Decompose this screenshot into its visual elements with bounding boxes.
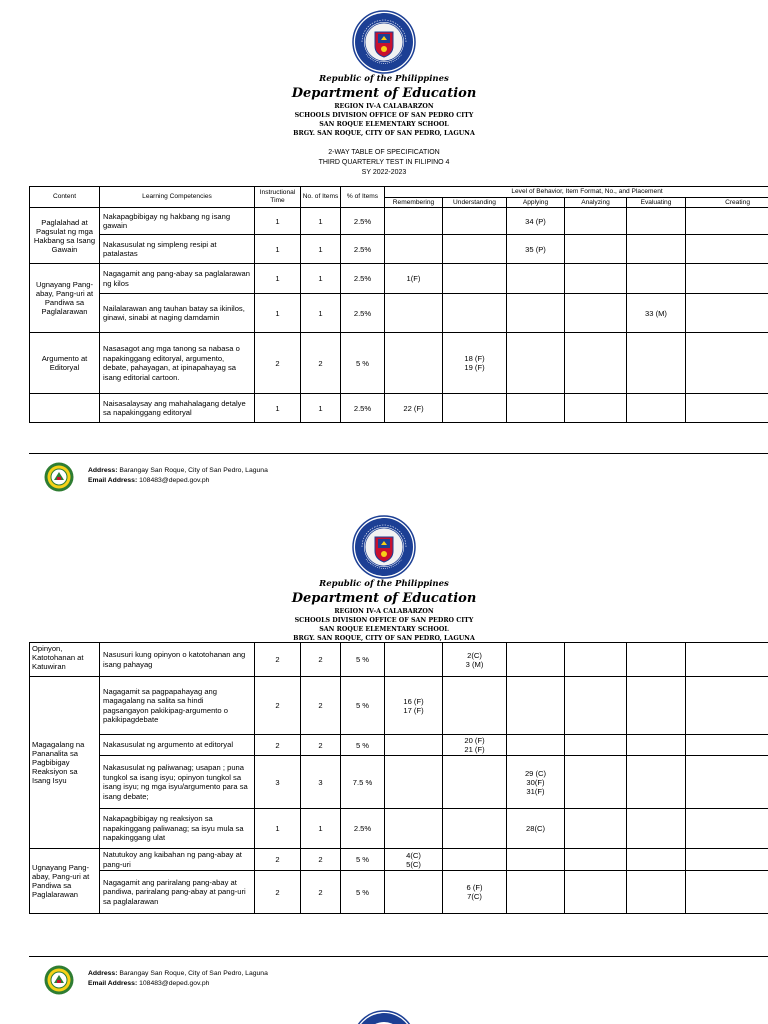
remembering-cell <box>385 735 443 756</box>
creating-cell <box>686 809 768 849</box>
analyzing-cell <box>565 849 627 871</box>
address-label: Address: <box>88 467 118 474</box>
table-row <box>30 294 768 333</box>
competency-cell: Nakasusulat ng paliwanag; usapan ; puna tungkol sa isang isyu; opinyon tungkol sa isang isyu; ng mga isyu/argumento para sa isang debate; <box>100 756 255 809</box>
understanding-cell <box>443 756 507 809</box>
applying-cell: 28(C) <box>507 809 565 849</box>
creating-cell <box>686 643 768 677</box>
competency-cell: Nasusuri kung opinyon o katotohanan ang isang pahayag <box>100 643 255 677</box>
understanding-cell <box>443 677 507 735</box>
deped-seal-icon <box>352 10 416 74</box>
analyzing-cell <box>565 756 627 809</box>
table-row <box>30 677 768 735</box>
remembering-cell: 4(C) 5(C) <box>385 849 443 871</box>
remembering-cell <box>385 809 443 849</box>
deped-seal-icon <box>352 515 416 579</box>
address-value: Barangay San Roque, City of San Pedro, Laguna <box>119 970 268 977</box>
time-cell: 2 <box>255 333 301 394</box>
division-line: SCHOOLS DIVISION OFFICE OF SAN PEDRO CITY <box>294 112 474 119</box>
creating-cell <box>686 208 768 235</box>
understanding-cell <box>443 264 507 294</box>
content-cell: Ugnayang Pang-abay, Pang-uri at Pandiwa sa Paglalarawan <box>30 849 100 914</box>
email-label: Email Address: <box>88 477 138 484</box>
document-page-2 <box>0 505 768 1005</box>
competency-cell: Nakapagbibigay ng reaksiyon sa napakinggang paliwanag; sa isyu mula sa napakinggang ulat <box>100 809 255 849</box>
time-cell: 2 <box>255 735 301 756</box>
analyzing-cell <box>565 394 627 423</box>
items-cell: 2 <box>301 735 341 756</box>
col-header-level: Level of Behavior, Item Format, No., and Placement <box>385 187 768 198</box>
items-cell: 1 <box>301 809 341 849</box>
creating-cell <box>686 735 768 756</box>
competency-cell: Nasasagot ang mga tanong sa nabasa o napakinggang editoryal, argumento, debate, pahayagan, at ipinapahayag sa isang editorial cartoon. <box>100 333 255 394</box>
analyzing-cell <box>565 809 627 849</box>
evaluating-cell <box>627 809 686 849</box>
col-header-content: Content <box>30 187 100 208</box>
document-page-3 <box>0 1010 768 1024</box>
items-cell: 2 <box>301 871 341 914</box>
evaluating-cell <box>627 235 686 264</box>
remembering-cell <box>385 871 443 914</box>
applying-cell <box>507 394 565 423</box>
evaluating-cell <box>627 735 686 756</box>
col-header-evaluating: Evaluating <box>627 198 686 208</box>
analyzing-cell <box>565 333 627 394</box>
percent-cell: 5 % <box>341 677 385 735</box>
deped-seal-icon <box>352 1010 416 1024</box>
items-cell: 1 <box>301 394 341 423</box>
time-cell: 2 <box>255 643 301 677</box>
footer-divider <box>29 956 768 957</box>
remembering-cell <box>385 208 443 235</box>
competency-cell: Nagagamit ang pang-abay sa paglalarawan ng kilos <box>100 264 255 294</box>
understanding-cell: 6 (F) 7(C) <box>443 871 507 914</box>
percent-cell: 2.5% <box>341 208 385 235</box>
time-cell: 1 <box>255 208 301 235</box>
items-cell: 1 <box>301 235 341 264</box>
competency-cell: Nagagamit sa pagpapahayag ang magagalang na salita sa hindi pagsangayon pakikipag-argumento o pakikipagdebate <box>100 677 255 735</box>
evaluating-cell <box>627 756 686 809</box>
evaluating-cell <box>627 264 686 294</box>
creating-cell <box>686 871 768 914</box>
division-line: SCHOOLS DIVISION OFFICE OF SAN PEDRO CITY <box>294 617 474 624</box>
understanding-cell: 18 (F) 19 (F) <box>443 333 507 394</box>
competency-cell: Nagagamit ang pariralang pang-abay at pandiwa, pariralang pang-abay at pang-uri sa paglalarawan <box>100 871 255 914</box>
percent-cell: 2.5% <box>341 294 385 333</box>
col-header-time: Instructional Time <box>255 187 301 208</box>
analyzing-cell <box>565 264 627 294</box>
applying-cell: 35 (P) <box>507 235 565 264</box>
applying-cell <box>507 735 565 756</box>
items-cell: 2 <box>301 333 341 394</box>
percent-cell: 5 % <box>341 643 385 677</box>
school-logo-icon <box>44 462 74 492</box>
items-cell: 3 <box>301 756 341 809</box>
time-cell: 1 <box>255 394 301 423</box>
understanding-cell: 20 (F) 21 (F) <box>443 735 507 756</box>
col-header-remembering: Remembering <box>385 198 443 208</box>
department-title: Department of Education <box>291 591 477 606</box>
content-cell: Argumento at Editoryal <box>30 333 100 394</box>
address-label: Address: <box>88 970 118 977</box>
understanding-cell <box>443 235 507 264</box>
percent-cell: 5 % <box>341 333 385 394</box>
creating-cell <box>686 264 768 294</box>
understanding-cell <box>443 294 507 333</box>
tos-subtitle: THIRD QUARTERLY TEST IN FILIPINO 4 <box>318 159 450 166</box>
remembering-cell: 22 (F) <box>385 394 443 423</box>
analyzing-cell <box>565 235 627 264</box>
evaluating-cell <box>627 849 686 871</box>
time-cell: 2 <box>255 871 301 914</box>
remembering-cell: 16 (F) 17 (F) <box>385 677 443 735</box>
applying-cell: 29 (C) 30(F) 31(F) <box>507 756 565 809</box>
items-cell: 1 <box>301 294 341 333</box>
creating-cell <box>686 756 768 809</box>
percent-cell: 2.5% <box>341 264 385 294</box>
school-logo-icon <box>44 965 74 995</box>
percent-cell: 5 % <box>341 871 385 914</box>
tos-table-page-1 <box>29 186 768 423</box>
table-row <box>30 871 768 914</box>
remembering-cell: 1(F) <box>385 264 443 294</box>
email-value: 108483@deped.gov.ph <box>139 477 210 484</box>
remembering-cell <box>385 235 443 264</box>
creating-cell <box>686 235 768 264</box>
items-cell: 2 <box>301 643 341 677</box>
email-label: Email Address: <box>88 980 138 987</box>
document-page-1 <box>0 0 768 500</box>
creating-cell <box>686 294 768 333</box>
applying-cell <box>507 849 565 871</box>
col-header-competencies: Learning Competencies <box>100 187 255 208</box>
competency-cell: Nailalarawan ang tauhan batay sa ikinilos, ginawi, sinabi at naging damdamin <box>100 294 255 333</box>
footer-divider <box>29 453 768 454</box>
remembering-cell <box>385 294 443 333</box>
content-cell: Paglalahad at Pagsulat ng mga Hakbang sa Isang Gawain <box>30 208 100 264</box>
percent-cell: 5 % <box>341 849 385 871</box>
items-cell: 2 <box>301 849 341 871</box>
percent-cell: 2.5% <box>341 235 385 264</box>
time-cell: 3 <box>255 756 301 809</box>
content-cell: Ugnayang Pang-abay, Pang-uri at Pandiwa sa Paglalarawan <box>30 264 100 333</box>
tos-table-page-2 <box>29 642 768 914</box>
evaluating-cell <box>627 394 686 423</box>
understanding-cell: 2(C) 3 (M) <box>443 643 507 677</box>
evaluating-cell <box>627 677 686 735</box>
table-row <box>30 394 768 423</box>
table-row <box>30 235 768 264</box>
applying-cell <box>507 333 565 394</box>
table-row <box>30 643 768 677</box>
email-value: 108483@deped.gov.ph <box>139 980 210 987</box>
col-header-items: No. of Items <box>301 187 341 208</box>
applying-cell <box>507 264 565 294</box>
republic-line: Republic of the Philippines <box>319 579 449 589</box>
footer-contact <box>88 466 268 486</box>
region-line: REGION IV-A CALABARZON <box>334 608 434 615</box>
col-header-analyzing: Analyzing <box>565 198 627 208</box>
col-header-creating: Creating <box>686 198 768 208</box>
competency-cell: Nakapagbibigay ng hakbang ng isang gawain <box>100 208 255 235</box>
analyzing-cell <box>565 735 627 756</box>
percent-cell: 5 % <box>341 735 385 756</box>
time-cell: 1 <box>255 264 301 294</box>
analyzing-cell <box>565 294 627 333</box>
creating-cell <box>686 677 768 735</box>
content-cell: Opinyon, Katotohanan at Katuwiran <box>30 643 100 677</box>
school-address-line: BRGY. SAN ROQUE, CITY OF SAN PEDRO, LAGUNA <box>293 635 475 642</box>
department-title: Department of Education <box>291 86 477 101</box>
republic-line: Republic of the Philippines <box>319 74 449 84</box>
applying-cell: 34 (P) <box>507 208 565 235</box>
applying-cell <box>507 643 565 677</box>
items-cell: 2 <box>301 677 341 735</box>
evaluating-cell: 33 (M) <box>627 294 686 333</box>
applying-cell <box>507 677 565 735</box>
understanding-cell <box>443 809 507 849</box>
applying-cell <box>507 871 565 914</box>
applying-cell <box>507 294 565 333</box>
time-cell: 1 <box>255 235 301 264</box>
col-header-understanding: Understanding <box>443 198 507 208</box>
table-row <box>30 333 768 394</box>
remembering-cell <box>385 756 443 809</box>
school-line: SAN ROQUE ELEMENTARY SCHOOL <box>319 626 449 633</box>
remembering-cell <box>385 333 443 394</box>
school-year: SY 2022-2023 <box>361 169 407 176</box>
table-row <box>30 809 768 849</box>
col-header-applying: Applying <box>507 198 565 208</box>
col-header-percent: % of Items <box>341 187 385 208</box>
percent-cell: 7.5 % <box>341 756 385 809</box>
evaluating-cell <box>627 643 686 677</box>
analyzing-cell <box>565 677 627 735</box>
table-row <box>30 208 768 235</box>
remembering-cell <box>385 643 443 677</box>
footer-contact <box>88 969 268 989</box>
competency-cell: Naisasalaysay ang mahahalagang detalye sa napakinggang editoryal <box>100 394 255 423</box>
table-row <box>30 849 768 871</box>
evaluating-cell <box>627 333 686 394</box>
understanding-cell <box>443 394 507 423</box>
table-row <box>30 264 768 294</box>
address-value: Barangay San Roque, City of San Pedro, Laguna <box>119 467 268 474</box>
time-cell: 1 <box>255 809 301 849</box>
analyzing-cell <box>565 208 627 235</box>
table-row <box>30 735 768 756</box>
evaluating-cell <box>627 871 686 914</box>
school-address-line: BRGY. SAN ROQUE, CITY OF SAN PEDRO, LAGUNA <box>293 130 475 137</box>
tos-title: 2-WAY TABLE OF SPECIFICATION <box>328 149 440 156</box>
content-cell <box>30 394 100 423</box>
time-cell: 1 <box>255 294 301 333</box>
understanding-cell <box>443 849 507 871</box>
school-line: SAN ROQUE ELEMENTARY SCHOOL <box>319 121 449 128</box>
time-cell: 2 <box>255 849 301 871</box>
creating-cell <box>686 333 768 394</box>
percent-cell: 2.5% <box>341 394 385 423</box>
competency-cell: Nakasusulat ng argumento at editoryal <box>100 735 255 756</box>
creating-cell <box>686 394 768 423</box>
content-cell: Magagalang na Pananalita sa Pagbibigay Reaksiyon sa Isang Isyu <box>30 677 100 849</box>
understanding-cell <box>443 208 507 235</box>
items-cell: 1 <box>301 264 341 294</box>
items-cell: 1 <box>301 208 341 235</box>
creating-cell <box>686 849 768 871</box>
region-line: REGION IV-A CALABARZON <box>334 103 434 110</box>
competency-cell: Natutukoy ang kaibahan ng pang-abay at pang-uri <box>100 849 255 871</box>
time-cell: 2 <box>255 677 301 735</box>
evaluating-cell <box>627 208 686 235</box>
analyzing-cell <box>565 643 627 677</box>
analyzing-cell <box>565 871 627 914</box>
table-row <box>30 756 768 809</box>
competency-cell: Nakasusulat ng simpleng resipi at patalastas <box>100 235 255 264</box>
percent-cell: 2.5% <box>341 809 385 849</box>
